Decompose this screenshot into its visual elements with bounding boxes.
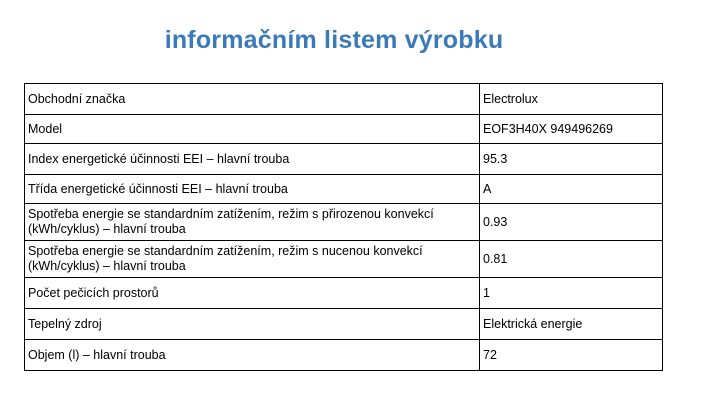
row-value: 0.93 — [480, 204, 663, 241]
row-value: 95.3 — [480, 144, 663, 175]
row-value: Elektrická energie — [480, 309, 663, 340]
row-label: Počet pečicích prostorů — [25, 278, 480, 309]
row-label: Model — [25, 115, 480, 144]
row-label: Obchodní značka — [25, 84, 480, 115]
row-value: 0.81 — [480, 241, 663, 278]
row-value: 72 — [480, 340, 663, 371]
row-label: Tepelný zdroj — [25, 309, 480, 340]
row-label: Spotřeba energie se standardním zatížením, režim s přirozenou konvekcí (kWh/cyklus) – hlavní trouba — [25, 204, 480, 241]
table-row — [25, 278, 663, 309]
table-row — [25, 309, 663, 340]
row-value: EOF3H40X 949496269 — [480, 115, 663, 144]
page-title: informačním listem výrobku — [164, 26, 504, 54]
row-label: Třída energetické účinnosti EEI – hlavní trouba — [25, 175, 480, 204]
row-value: A — [480, 175, 663, 204]
row-label: Objem (l) – hlavní trouba — [25, 340, 480, 371]
table-row — [25, 241, 663, 278]
row-label: Index energetické účinnosti EEI – hlavní trouba — [25, 144, 480, 175]
table-row — [25, 84, 663, 115]
table-row — [25, 204, 663, 241]
row-label: Spotřeba energie se standardním zatížením, režim s nucenou konvekcí (kWh/cyklus) – hlavní trouba — [25, 241, 480, 278]
product-info-table — [24, 83, 663, 371]
row-value: Electrolux — [480, 84, 663, 115]
table-row — [25, 115, 663, 144]
table-row — [25, 144, 663, 175]
table-row — [25, 340, 663, 371]
table-row — [25, 175, 663, 204]
row-value: 1 — [480, 278, 663, 309]
